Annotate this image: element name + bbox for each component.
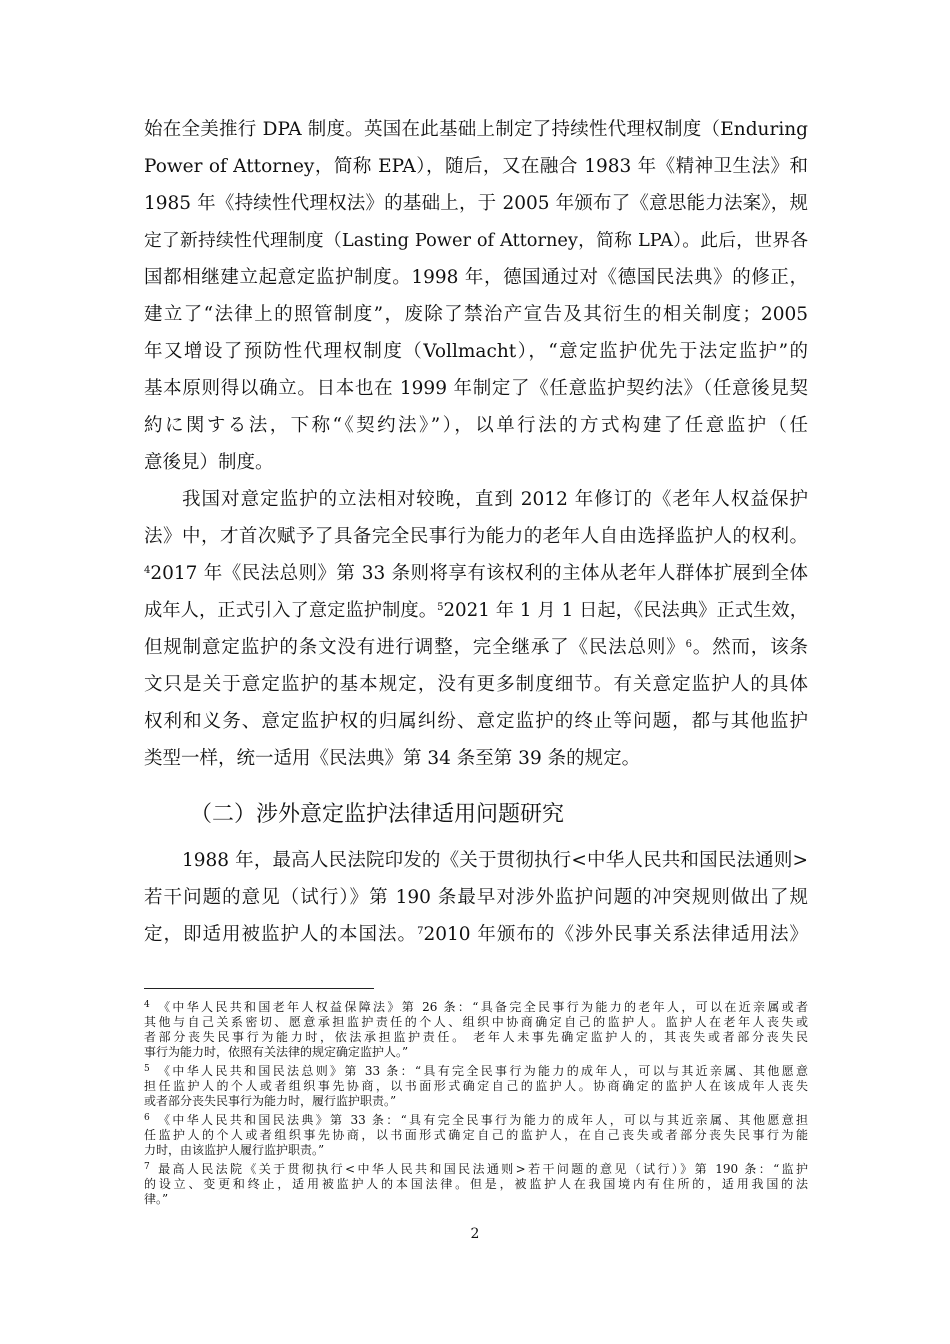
- body-line: 1985 年《持续性代理权法》的基础上，于 2005 年颁布了《意思能力法案》，规: [144, 193, 808, 214]
- footnote-mark: 4: [144, 1000, 150, 1010]
- body-line: 若干问题的意见（试行）》第 190 条最早对涉外监护问题的冲突规则做出了规: [144, 887, 808, 908]
- footnote-line: 或者部分丧失民事行为能力时，履行监护职责。”: [144, 1094, 397, 1108]
- footnote-ref[interactable]: 6: [685, 639, 692, 650]
- body-text: 2010 年颁布的《涉外民事关系法律适用法》: [423, 924, 808, 945]
- footnote-line: 的设立、变更和终止，适用被监护人的本国法律。但是，被监护人在我国境内有住所的，适用我国的法: [144, 1177, 808, 1191]
- body-text: 。然而，该条: [691, 637, 808, 658]
- body-line: 年又增设了预防性代理权制度（Vollmacht），“意定监护优先于法定监护”的: [144, 341, 808, 362]
- footnote-text: 《中华人民共和国民法总则》第 33 条：“具有完全民事行为能力的成年人，可以与其近亲属、其他愿意: [155, 1064, 808, 1078]
- footnote-line: 力时，由该监护人履行监护职责。”: [144, 1143, 325, 1157]
- body-line: [144, 599, 808, 623]
- footnote-mark: 6: [144, 1113, 150, 1123]
- footnote-line: 担任监护人的个人或者组织事先协商，以书面形式确定自己的监护人。协商确定的监护人在该成年人丧失: [144, 1079, 808, 1093]
- footnote-line: 者部分丧失民事行为能力时，依法承担监护责任。 老年人未事先确定监护人的，其丧失或者部分丧失民: [144, 1030, 808, 1044]
- footnote-text: 《中华人民共和国老年人权益保障法》第 26 条：“具备完全民事行为能力的老年人，可以在近亲属或者: [155, 1000, 808, 1014]
- footnote-line: 其他与自己关系密切、愿意承担监护责任的个人、组织中协商确定自己的监护人。监护人在老年人丧失或: [144, 1015, 808, 1029]
- footnote-line: [144, 1064, 808, 1079]
- body-line: [144, 562, 808, 586]
- body-line: 法》中，才首次赋予了具备完全民事行为能力的老年人自由选择监护人的权利。: [144, 526, 808, 547]
- body-line: 始在全美推行 DPA 制度。英国在此基础上制定了持续性代理权制度（Enduring: [144, 119, 808, 140]
- body-line: 建立了“法律上的照管制度”，废除了禁治产宣告及其衍生的相关制度；2005: [144, 304, 808, 325]
- body-text: 成年人，正式引入了意定监护制度。: [144, 600, 438, 621]
- footnote-mark: 7: [144, 1162, 150, 1172]
- body-line: Power of Attorney，简称 EPA），随后，又在融合 1983 年《精神卫生法》和: [144, 156, 808, 177]
- page-number: 2: [470, 1226, 480, 1242]
- footnote-line: [144, 1000, 808, 1015]
- body-text: 定，即适用被监护人的本国法。: [144, 924, 418, 945]
- body-text: 但规制意定监护的条文没有进行调整，完全继承了《民法总则》: [144, 637, 686, 658]
- footnote-line: [144, 1113, 808, 1128]
- body-line: 定了新持续性代理制度（Lasting Power of Attorney，简称 LPA）。此后，世界各: [144, 231, 808, 251]
- body-line: 国都相继建立起意定监护制度。1998 年，德国通过对《德国民法典》的修正，: [144, 267, 808, 288]
- footnote-mark: 5: [144, 1064, 150, 1074]
- footnote-line: [144, 1162, 808, 1177]
- body-text: 2021 年 1 月 1 日起，《民法典》正式生效，: [443, 600, 808, 621]
- body-line: 文只是关于意定监护的基本规定，没有更多制度细节。有关意定监护人的具体: [144, 674, 808, 695]
- footnote-ref[interactable]: 4: [144, 565, 151, 576]
- body-line: 意後見）制度。: [144, 452, 274, 473]
- footnote-separator: [144, 988, 374, 989]
- footnote-line: 事行为能力时，依照有关法律的规定确定监护人。”: [144, 1045, 409, 1059]
- body-line: [144, 923, 808, 947]
- footnote-line: 任监护人的个人或者组织事先协商，以书面形式确定自己的监护人，在自己丧失或者部分丧失民事行为能: [144, 1128, 808, 1142]
- section-heading: （二）涉外意定监护法律适用问题研究: [190, 802, 565, 827]
- footnote-line: 律。”: [144, 1192, 169, 1206]
- body-line: 权利和义务、意定监护权的归属纠纷、意定监护的终止等问题，都与其他监护: [144, 711, 808, 732]
- footnote-ref[interactable]: 7: [417, 926, 424, 937]
- body-line: 約に関する法，下称“《契约法》”），以单行法的方式构建了任意监护（任: [144, 415, 808, 436]
- footnote-text: 最高人民法院《关于贯彻执行<中华人民共和国民法通则>若干问题的意见（试行）》第 190 条：“监护: [155, 1162, 808, 1176]
- body-line: 1988 年，最高人民法院印发的《关于贯彻执行<中华人民共和国民法通则>: [182, 850, 808, 871]
- body-line: 我国对意定监护的立法相对较晚，直到 2012 年修订的《老年人权益保护: [182, 489, 808, 510]
- body-line: 基本原则得以确立。日本也在 1999 年制定了《任意监护契约法》（任意後見契: [144, 378, 808, 399]
- body-line: 类型一样，统一适用《民法典》第 34 条至第 39 条的规定。: [144, 748, 641, 769]
- body-line: [144, 636, 808, 660]
- body-text: 2017 年《民法总则》第 33 条则将享有该权利的主体从老年人群体扩展到全体: [150, 563, 808, 584]
- footnote-text: 《中华人民共和国民法典》第 33 条：“具有完全民事行为能力的成年人，可以与其近亲属、其他愿意担: [155, 1113, 808, 1127]
- footnote-ref[interactable]: 5: [437, 602, 444, 613]
